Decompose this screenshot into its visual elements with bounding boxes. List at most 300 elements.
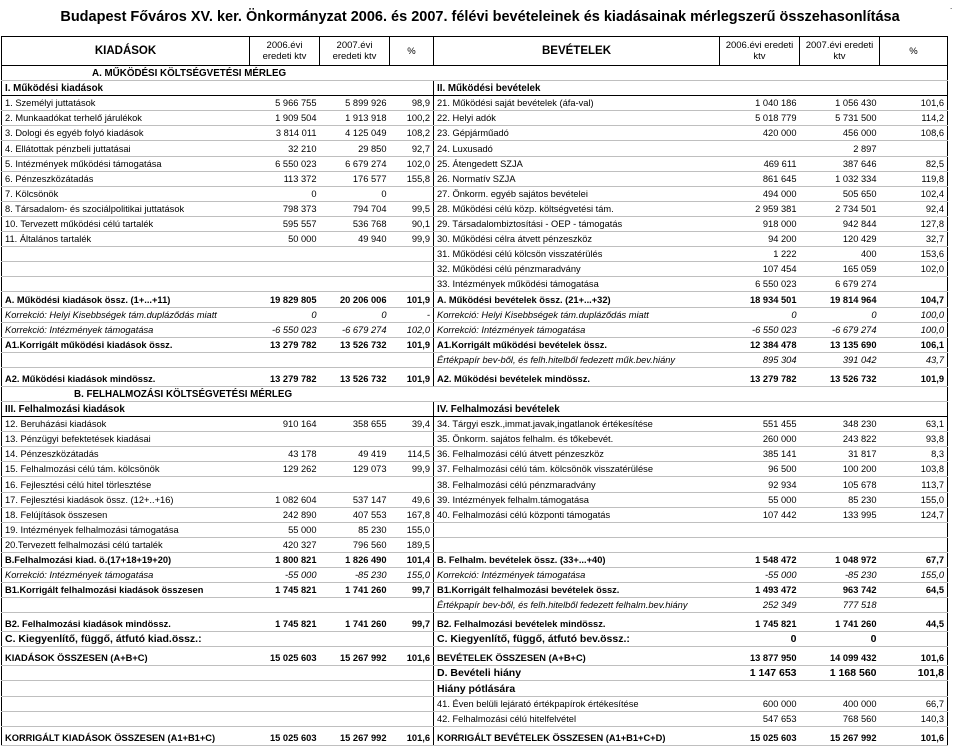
right-percent xyxy=(880,598,948,613)
right-percent: 32,7 xyxy=(880,232,948,247)
right-value-2007: 243 822 xyxy=(800,432,880,447)
right-value-2006: 469 611 xyxy=(720,156,800,171)
left-item-label: B2. Felhalmozási kiadások mindössz. xyxy=(2,613,250,632)
left-value-2007 xyxy=(320,277,390,292)
table-row xyxy=(2,126,948,141)
left-item-label: 15. Felhalmozási célú tám. kölcsönök xyxy=(2,462,250,477)
left-item-label: 18. Felújítások összesen xyxy=(2,507,250,522)
right-value-2006 xyxy=(720,522,800,537)
table-row xyxy=(2,552,948,567)
left-item-label: 10. Tervezett működési célú tartalék xyxy=(2,216,250,231)
left-value-2006: 5 966 755 xyxy=(250,96,320,111)
left-value-2006 xyxy=(250,711,320,726)
left-value-2006: 0 xyxy=(250,307,320,322)
right-value-2007: 400 000 xyxy=(800,696,880,711)
right-item-label: 34. Tárgyi eszk.,immat.javak,ingatlanok értékesítése xyxy=(434,417,720,432)
left-value-2006 xyxy=(250,262,320,277)
right-value-2007: 1 741 260 xyxy=(800,613,880,632)
header-pct-right: % xyxy=(880,37,948,66)
left-item-label: 20.Tervezett felhalmozási célú tartalék xyxy=(2,537,250,552)
right-value-2007: 0 xyxy=(800,632,880,647)
left-item-label xyxy=(2,247,250,262)
right-item-label: A1.Korrigált működési bevételek össz. xyxy=(434,337,720,352)
left-value-2006: -55 000 xyxy=(250,568,320,583)
right-value-2007: 13 526 732 xyxy=(800,367,880,386)
left-value-2007: 536 768 xyxy=(320,216,390,231)
left-value-2007 xyxy=(320,247,390,262)
right-value-2006: 107 454 xyxy=(720,262,800,277)
right-percent: 43,7 xyxy=(880,352,948,367)
right-value-2006 xyxy=(720,141,800,156)
left-value-2006: 420 327 xyxy=(250,537,320,552)
right-item-label: 21. Működési saját bevételek (áfa-val) xyxy=(434,96,720,111)
right-item-label: IV. Felhalmozási bevételek xyxy=(434,401,720,416)
right-item-label: 33. Intézmények működési támogatása xyxy=(434,277,720,292)
left-percent: 102,0 xyxy=(390,322,434,337)
right-percent xyxy=(880,681,948,696)
left-value-2006: -6 550 023 xyxy=(250,322,320,337)
left-value-2006 xyxy=(250,696,320,711)
right-value-2006: 1 222 xyxy=(720,247,800,262)
left-value-2006 xyxy=(250,666,320,681)
left-value-2006: 13 279 782 xyxy=(250,337,320,352)
left-value-2006: 242 890 xyxy=(250,507,320,522)
right-value-2007: 14 099 432 xyxy=(800,647,880,666)
left-value-2006: 910 164 xyxy=(250,417,320,432)
right-value-2007: 100 200 xyxy=(800,462,880,477)
header-bevetelek: BEVÉTELEK xyxy=(434,37,720,66)
right-item-label: 29. Társadalombiztosítási - OEP - támogatás xyxy=(434,216,720,231)
right-percent: 64,5 xyxy=(880,583,948,598)
table-row xyxy=(2,96,948,111)
section-b-row xyxy=(2,386,948,401)
left-percent xyxy=(390,598,434,613)
right-percent xyxy=(880,632,948,647)
right-value-2007: 1 032 334 xyxy=(800,171,880,186)
right-value-2006: 252 349 xyxy=(720,598,800,613)
right-item-label: A. Működési bevételek össz. (21+...+32) xyxy=(434,292,720,307)
left-percent: 90,1 xyxy=(390,216,434,231)
right-value-2006: 494 000 xyxy=(720,186,800,201)
right-value-2007: 85 230 xyxy=(800,492,880,507)
left-value-2007: 5 899 926 xyxy=(320,96,390,111)
right-item-label: KORRIGÁLT BEVÉTELEK ÖSSZESEN (A1+B1+C+D) xyxy=(434,726,720,745)
right-value-2007: -85 230 xyxy=(800,568,880,583)
table-row xyxy=(2,232,948,247)
left-percent: 98,9 xyxy=(390,96,434,111)
left-value-2007: 4 125 049 xyxy=(320,126,390,141)
left-value-2006: 15 025 603 xyxy=(250,726,320,745)
left-item-label: KORRIGÁLT KIADÁSOK ÖSSZESEN (A1+B1+C) xyxy=(2,726,250,745)
left-value-2007: 794 704 xyxy=(320,201,390,216)
right-item-label: 31. Működési célú kölcsön visszatérülés xyxy=(434,247,720,262)
right-item-label: B. Felhalm. bevételek össz. (33+...+40) xyxy=(434,552,720,567)
left-value-2006 xyxy=(250,432,320,447)
left-value-2006: 13 279 782 xyxy=(250,367,320,386)
right-value-2007: 2 734 501 xyxy=(800,201,880,216)
right-value-2007: 120 429 xyxy=(800,232,880,247)
right-value-2007 xyxy=(800,81,880,96)
left-value-2006: 1 909 504 xyxy=(250,111,320,126)
left-value-2006: 50 000 xyxy=(250,232,320,247)
table-row xyxy=(2,337,948,352)
table-row xyxy=(2,292,948,307)
right-percent: 100,0 xyxy=(880,307,948,322)
left-value-2007 xyxy=(320,711,390,726)
left-percent: 49,6 xyxy=(390,492,434,507)
left-value-2007: 537 147 xyxy=(320,492,390,507)
left-percent: 101,6 xyxy=(390,647,434,666)
left-item-label: C. Kiegyenlítő, függő, átfutó kiad.össz.: xyxy=(2,632,250,647)
right-percent: 93,8 xyxy=(880,432,948,447)
left-percent xyxy=(390,696,434,711)
left-value-2006 xyxy=(250,598,320,613)
right-percent: 102,0 xyxy=(880,262,948,277)
page-title: Budapest Főváros XV. ker. Önkormányzat 2006. és 2007. félévi bevételeinek és kiadásainak mérlegszerű összehasonlítása xyxy=(60,9,900,25)
right-percent: 124,7 xyxy=(880,507,948,522)
left-value-2007: 1 913 918 xyxy=(320,111,390,126)
left-percent: 102,0 xyxy=(390,156,434,171)
table-row xyxy=(2,568,948,583)
left-item-label: 13. Pénzügyi befektetések kiadásai xyxy=(2,432,250,447)
left-value-2007: 6 679 274 xyxy=(320,156,390,171)
right-item-label xyxy=(434,537,720,552)
right-value-2007: 942 844 xyxy=(800,216,880,231)
right-value-2007: 456 000 xyxy=(800,126,880,141)
left-item-label: Korrekció: Intézmények támogatása xyxy=(2,568,250,583)
left-percent xyxy=(390,186,434,201)
right-percent xyxy=(880,141,948,156)
right-percent: 106,1 xyxy=(880,337,948,352)
left-value-2007: 407 553 xyxy=(320,507,390,522)
right-percent: 8,3 xyxy=(880,447,948,462)
right-value-2007: 1 168 560 xyxy=(800,666,880,681)
left-value-2007: 49 419 xyxy=(320,447,390,462)
left-value-2006: 32 210 xyxy=(250,141,320,156)
section-title: A. MŰKÖDÉSI KÖLTSÉGVETÉSI MÉRLEG xyxy=(2,66,948,81)
left-item-label: 7. Kölcsönök xyxy=(2,186,250,201)
left-item-label: Korrekció: Helyi Kisebbségek tám.dupláződás miatt xyxy=(2,307,250,322)
right-value-2006: 107 442 xyxy=(720,507,800,522)
right-value-2006: 94 200 xyxy=(720,232,800,247)
table-row xyxy=(2,598,948,613)
right-item-label: 25. Átengedett SZJA xyxy=(434,156,720,171)
right-item-label: Értékpapír bev-ből, és felh.hitelből fedezett felhalm.bev.hiány xyxy=(434,598,720,613)
table-row xyxy=(2,477,948,492)
left-percent: 155,0 xyxy=(390,568,434,583)
right-value-2007: 165 059 xyxy=(800,262,880,277)
table-row xyxy=(2,141,948,156)
right-item-label: 37. Felhalmozási célú tám. kölcsönök visszatérülése xyxy=(434,462,720,477)
left-item-label: 14. Pénzeszközátadás xyxy=(2,447,250,462)
right-percent: 101,6 xyxy=(880,96,948,111)
left-percent: 167,8 xyxy=(390,507,434,522)
right-item-label: II. Működési bevételek xyxy=(434,81,720,96)
left-value-2007: 1 741 260 xyxy=(320,613,390,632)
right-value-2006 xyxy=(720,537,800,552)
left-value-2006 xyxy=(250,681,320,696)
left-value-2007: 796 560 xyxy=(320,537,390,552)
left-value-2007 xyxy=(320,432,390,447)
right-value-2006: 0 xyxy=(720,307,800,322)
table-row xyxy=(2,681,948,696)
table-row xyxy=(2,307,948,322)
left-value-2007: 176 577 xyxy=(320,171,390,186)
left-value-2007: 13 526 732 xyxy=(320,337,390,352)
left-value-2006: 15 025 603 xyxy=(250,647,320,666)
left-item-label xyxy=(2,666,250,681)
right-value-2006: 18 934 501 xyxy=(720,292,800,307)
left-value-2006: 6 550 023 xyxy=(250,156,320,171)
left-item-label: A1.Korrigált működési kiadások össz. xyxy=(2,337,250,352)
left-value-2007: 13 526 732 xyxy=(320,367,390,386)
table-row xyxy=(2,666,948,681)
right-item-label: Értékpapír bev-ből, és felh.hitelből fedezett műk.bev.hiány xyxy=(434,352,720,367)
left-value-2007: 0 xyxy=(320,186,390,201)
right-item-label: 22. Helyi adók xyxy=(434,111,720,126)
right-item-label: 23. Gépjárműadó xyxy=(434,126,720,141)
right-value-2006: -55 000 xyxy=(720,568,800,583)
left-value-2006: 19 829 805 xyxy=(250,292,320,307)
right-percent xyxy=(880,537,948,552)
left-percent: 99,7 xyxy=(390,583,434,598)
left-value-2007: 15 267 992 xyxy=(320,647,390,666)
left-value-2006: 43 178 xyxy=(250,447,320,462)
right-percent: 66,7 xyxy=(880,696,948,711)
right-item-label: Hiány pótlására xyxy=(434,681,720,696)
table-row xyxy=(2,111,948,126)
header-2006-right: 2006.évi eredeti ktv xyxy=(720,37,800,66)
table-row xyxy=(2,537,948,552)
right-percent: 67,7 xyxy=(880,552,948,567)
right-item-label: Korrekció: Intézmények támogatása xyxy=(434,568,720,583)
right-item-label: 42. Felhalmozási célú hitelfelvétel xyxy=(434,711,720,726)
left-item-label xyxy=(2,696,250,711)
left-percent: 101,4 xyxy=(390,552,434,567)
table-row xyxy=(2,322,948,337)
right-value-2006: 600 000 xyxy=(720,696,800,711)
right-value-2007: 963 742 xyxy=(800,583,880,598)
table-row xyxy=(2,522,948,537)
left-value-2007: 20 206 006 xyxy=(320,292,390,307)
right-value-2006: 13 279 782 xyxy=(720,367,800,386)
right-percent: 63,1 xyxy=(880,417,948,432)
left-percent: 99,9 xyxy=(390,462,434,477)
left-percent xyxy=(390,277,434,292)
right-item-label: BEVÉTELEK ÖSSZESEN (A+B+C) xyxy=(434,647,720,666)
left-item-label: 6. Pénzeszközátadás xyxy=(2,171,250,186)
left-item-label: 16. Fejlesztési célú hitel törlesztése xyxy=(2,477,250,492)
header-kiadasok: KIADÁSOK xyxy=(2,37,250,66)
left-item-label: Korrekció: Intézmények támogatása xyxy=(2,322,250,337)
right-value-2006: 385 141 xyxy=(720,447,800,462)
left-value-2007 xyxy=(320,401,390,416)
right-value-2006: 1 040 186 xyxy=(720,96,800,111)
left-value-2007: 129 073 xyxy=(320,462,390,477)
right-value-2007: 13 135 690 xyxy=(800,337,880,352)
left-item-label xyxy=(2,681,250,696)
left-item-label xyxy=(2,277,250,292)
right-value-2006: 547 653 xyxy=(720,711,800,726)
right-value-2007: 5 731 500 xyxy=(800,111,880,126)
left-percent: 101,9 xyxy=(390,292,434,307)
left-value-2007 xyxy=(320,81,390,96)
right-value-2007: 6 679 274 xyxy=(800,277,880,292)
right-percent: 140,3 xyxy=(880,711,948,726)
left-item-label: 3. Dologi és egyéb folyó kiadások xyxy=(2,126,250,141)
right-item-label: 36. Felhalmozási célú átvett pénzeszköz xyxy=(434,447,720,462)
right-value-2006: 15 025 603 xyxy=(720,726,800,745)
right-value-2006: 420 000 xyxy=(720,126,800,141)
right-value-2006: 918 000 xyxy=(720,216,800,231)
left-value-2007 xyxy=(320,681,390,696)
left-value-2006 xyxy=(250,352,320,367)
left-value-2007: 358 655 xyxy=(320,417,390,432)
table-row xyxy=(2,613,948,632)
right-percent: 103,8 xyxy=(880,462,948,477)
left-value-2006 xyxy=(250,477,320,492)
right-item-label: 26. Normatív SZJA xyxy=(434,171,720,186)
table-row xyxy=(2,81,948,96)
right-value-2007: 105 678 xyxy=(800,477,880,492)
right-value-2006: 0 xyxy=(720,632,800,647)
right-value-2006: -6 550 023 xyxy=(720,322,800,337)
table-row xyxy=(2,171,948,186)
table-row xyxy=(2,432,948,447)
right-item-label: 38. Felhalmozási célú pénzmaradvány xyxy=(434,477,720,492)
right-value-2006: 96 500 xyxy=(720,462,800,477)
right-value-2006: 13 877 950 xyxy=(720,647,800,666)
left-value-2007 xyxy=(320,696,390,711)
right-item-label: 30. Működési célra átvett pénzeszköz xyxy=(434,232,720,247)
left-percent xyxy=(390,477,434,492)
left-percent xyxy=(390,401,434,416)
right-value-2007: 387 646 xyxy=(800,156,880,171)
left-item-label: III. Felhalmozási kiadások xyxy=(2,401,250,416)
left-item-label: 17. Fejlesztési kiadások össz. (12+..+16) xyxy=(2,492,250,507)
left-value-2007: 1 826 490 xyxy=(320,552,390,567)
left-percent: 99,5 xyxy=(390,201,434,216)
right-value-2006: 551 455 xyxy=(720,417,800,432)
left-item-label: I. Működési kiadások xyxy=(2,81,250,96)
table-row xyxy=(2,156,948,171)
left-value-2006: 1 745 821 xyxy=(250,613,320,632)
table-row xyxy=(2,492,948,507)
left-item-label: A2. Működési kiadások mindössz. xyxy=(2,367,250,386)
left-item-label: 8. Társadalom- és szociálpolitikai juttatások xyxy=(2,201,250,216)
right-value-2007: -6 679 274 xyxy=(800,322,880,337)
right-value-2006: 12 384 478 xyxy=(720,337,800,352)
left-value-2007: -6 679 274 xyxy=(320,322,390,337)
left-percent: 114,5 xyxy=(390,447,434,462)
left-value-2006 xyxy=(250,401,320,416)
right-percent: 108,6 xyxy=(880,126,948,141)
right-value-2007 xyxy=(800,522,880,537)
left-item-label: 11. Általános tartalék xyxy=(2,232,250,247)
header-2006-left: 2006.évi eredeti ktv xyxy=(250,37,320,66)
left-percent: 100,2 xyxy=(390,111,434,126)
left-item-label: B1.Korrigált felhalmozási kiadások összesen xyxy=(2,583,250,598)
left-item-label xyxy=(2,262,250,277)
table-row xyxy=(2,401,948,416)
right-item-label: C. Kiegyenlítő, függő, átfutó bev.össz.: xyxy=(434,632,720,647)
right-percent: 113,7 xyxy=(880,477,948,492)
left-percent: 99,7 xyxy=(390,613,434,632)
right-item-label: 41. Éven belüli lejárató értékpapírok értékesítése xyxy=(434,696,720,711)
right-value-2007: 133 995 xyxy=(800,507,880,522)
table-row xyxy=(2,647,948,666)
table-row xyxy=(2,711,948,726)
left-value-2007: 49 940 xyxy=(320,232,390,247)
right-value-2006 xyxy=(720,81,800,96)
right-value-2007: 19 814 964 xyxy=(800,292,880,307)
table-row xyxy=(2,216,948,231)
table-row xyxy=(2,367,948,386)
left-value-2007: 0 xyxy=(320,307,390,322)
left-percent: 155,0 xyxy=(390,522,434,537)
right-value-2007: 15 267 992 xyxy=(800,726,880,745)
right-value-2007: 2 897 xyxy=(800,141,880,156)
right-item-label: Korrekció: Helyi Kisebbségek tám.dupláződás miatt xyxy=(434,307,720,322)
right-value-2007: 0 xyxy=(800,307,880,322)
right-value-2007 xyxy=(800,537,880,552)
right-value-2006 xyxy=(720,401,800,416)
left-item-label: A. Működési kiadások össz. (1+...+11) xyxy=(2,292,250,307)
left-item-label: 4. Ellátottak pénzbeli juttatásai xyxy=(2,141,250,156)
left-value-2006: 3 814 011 xyxy=(250,126,320,141)
right-percent: 101,8 xyxy=(880,666,948,681)
left-value-2007 xyxy=(320,477,390,492)
left-percent xyxy=(390,247,434,262)
left-item-label: 2. Munkaadókat terhelő járulékok xyxy=(2,111,250,126)
table-row xyxy=(2,462,948,477)
right-percent: 155,0 xyxy=(880,492,948,507)
right-value-2006: 260 000 xyxy=(720,432,800,447)
right-value-2006: 1 493 472 xyxy=(720,583,800,598)
right-value-2006: 1 745 821 xyxy=(720,613,800,632)
left-percent xyxy=(390,711,434,726)
header-row xyxy=(2,37,948,66)
left-percent xyxy=(390,666,434,681)
left-value-2006: 798 373 xyxy=(250,201,320,216)
left-percent xyxy=(390,262,434,277)
left-value-2007 xyxy=(320,632,390,647)
left-percent: 101,9 xyxy=(390,367,434,386)
right-item-label: 24. Luxusadó xyxy=(434,141,720,156)
table-row xyxy=(2,583,948,598)
left-item-label: 1. Személyi juttatások xyxy=(2,96,250,111)
left-item-label: 19. Intézmények felhalmozási támogatása xyxy=(2,522,250,537)
right-value-2007: 348 230 xyxy=(800,417,880,432)
left-value-2006: 595 557 xyxy=(250,216,320,231)
right-value-2007: 31 817 xyxy=(800,447,880,462)
left-item-label xyxy=(2,711,250,726)
left-percent xyxy=(390,681,434,696)
left-percent: 108,2 xyxy=(390,126,434,141)
right-percent: 100,0 xyxy=(880,322,948,337)
left-value-2006: 1 745 821 xyxy=(250,583,320,598)
left-item-label: 5. Intézmények működési támogatása xyxy=(2,156,250,171)
table-row xyxy=(2,247,948,262)
right-value-2007: 1 048 972 xyxy=(800,552,880,567)
right-item-label: 28. Működési célú közp. költségvetési tám. xyxy=(434,201,720,216)
right-value-2007: 391 042 xyxy=(800,352,880,367)
right-percent: 44,5 xyxy=(880,613,948,632)
section-a-row xyxy=(2,66,948,81)
left-percent: 189,5 xyxy=(390,537,434,552)
right-percent: 82,5 xyxy=(880,156,948,171)
right-percent: 92,4 xyxy=(880,201,948,216)
